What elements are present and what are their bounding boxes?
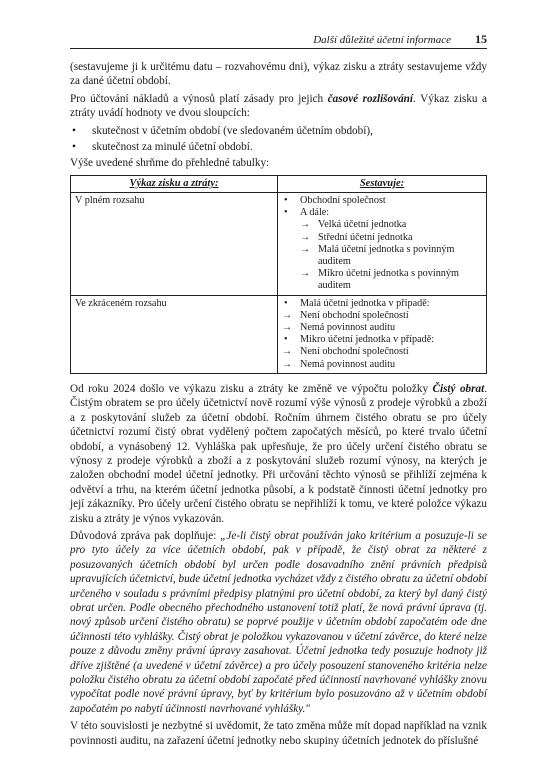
list-item: → Není obchodní společností (282, 346, 482, 358)
list-item: → Nemá povinnost auditu (282, 359, 482, 371)
table-row (71, 193, 487, 296)
page-body (70, 60, 487, 751)
paragraph-net-turnover: Od roku 2024 došlo ve výkazu zisku a ztráty ke změně ve výpočtu položky Čistý obrat. Čistým obratem se pro účely účetnictví nově rozumí výše výnosů z prodeje výrobků a zboží a z poskytování služeb za účetní období. Ročním úhrnem čistého obratu se pro účely účetnictví rozumí čistý obrat vydělený počtem započatých měsíců, po které trvalo účetní období, a vynásobený 12. Vyhláška pak upřesňuje, že pro účely určení čistého obratu se výnosy z prodeje výrobků a zboží a z poskytování služeb rozumí výnosy, na kterých je založen obchodní model účetní jednotky. Při určování těchto výnosů se přihlíží zejména k odvětví a trhu, na kterém účetní jednotka působí, a k podstatě činnosti účetní jednotky pro její zákazníky. Pro účely určení čistého obratu se nepřihlíží k tomu, ve které položce výkazu zisku a ztráty je výnos vykazován. (70, 382, 487, 525)
list-item: • skutečnost v účetním období (ve sledovaném účetním období), (70, 124, 487, 138)
page-number: 15 (475, 32, 487, 46)
list-item: • A dále: (282, 207, 482, 219)
list-item: → Není obchodní společností (282, 310, 482, 322)
columns-list (70, 124, 487, 155)
table-row (71, 295, 487, 373)
list-item: • Mikro účetní jednotka v případě: (282, 334, 482, 346)
list-item: → Mikro účetní jednotka s povinným auditem (282, 268, 482, 292)
list-item: → Malá účetní jednotka s povinným auditem (282, 244, 482, 268)
summary-table (70, 175, 487, 374)
table-header-prepares: Sestavuje: (278, 175, 487, 192)
paragraph-time-accrual: Pro účtování nákladů a výnosů platí zásady pro jejich časové rozlišování. Výkaz zisku a ztráty uvádí hodnoty ve dvou sloupcích: (70, 92, 488, 120)
table-header-statement: Výkaz zisku a ztráty: (71, 175, 278, 192)
list-item: → Nemá povinnost auditu (282, 322, 482, 334)
list-item: • Malá účetní jednotka v případě: (282, 298, 482, 310)
paragraph-context: V této souvislosti je nezbytné si uvědomit, že tato změna může mít dopad například na vznik povinnosti auditu, na zařazení účetní jednotky nebo skupiny účetních jednotek do příslušné (70, 720, 487, 747)
quotation: „Je-li čistý obrat používán jako kritérium a posuzuje-li se pro tyto účely za více účetních období, pak v případě, že čistý obrat za některé z posuzovaných účetních období byl určen podle dosavadního znění právních předpisů upravujících účetnictví, bude účetní jednotka vycházet vždy z čistého obratu za účetní období určeného v souladu s právními předpisy platnými pro účetní období, za který byl daný čistý obrat určen. Podle obecného přechodného ustanovení totiž platí, že nová právní úprava (tj. nový způsob určení čistého obratu) se poprvé použije v účetním období započatém ode dne účinnosti této vyhlášky. Čistý obrat je položkou vykazovanou v účetní závěrce, do které nelze pouze z důvodu změny právní úpravy zasahovat. Účetní jednotka tedy posuzuje hodnoty již dříve zjištěné (a uvedené v účetní závěrce) a pro účely posouzení stanoveného kritéria nelze položku čistého obratu za účetní období započaté před účinností navrhované vyhlášky znovu vypočítat podle nové právní úpravy, byť by kritérium bylo posuzováno až v účetním období započatém po nabytí účinnosti navrhované vyhlášky." (70, 529, 487, 715)
table-cell-entities (278, 295, 487, 373)
table-header-row (71, 175, 487, 192)
paragraph-explanatory-report: Důvodová zpráva pak doplňuje: „Je-li čistý obrat používán jako kritérium a posuzuje-li se pro tyto účely za více účetních období, pak v případě, že čistý obrat za některé z posuzovaných účetních období byl určen podle dosavadního znění právních předpisů upravujících účetnictví, bude účetní jednotka vycházet vždy z čistého obratu za účetní období určeného v souladu s právními předpisy platnými pro účetní období, za který byl daný čistý obrat určen. Podle obecného přechodného ustanovení totiž platí, že nová právní úprava (tj. nový způsob určení čistého obratu) se poprvé použije v účetním období započatém ode dne účinnosti této vyhlášky. Čistý obrat je položkou vykazovanou v účetní závěrce, do které nelze pouze z důvodu změny právní úpravy zasahovat. Účetní jednotka tedy posuzuje hodnoty již dříve zjištěné (a uvedené v účetní závěrce) a pro účely posouzení stanoveného kritéria nelze položku čistého obratu za účetní období započaté před účinností navrhované vyhlášky znovu vypočítat podle nové právní úpravy, byť by kritérium bylo posuzováno až v účetním období započatém po nabytí účinnosti navrhované vyhlášky." (70, 529, 487, 715)
paragraph-summary-lead: Výše uvedené shrňme do přehledné tabulky: (70, 157, 270, 170)
list-item: → Velká účetní jednotka (282, 219, 482, 231)
list-item: • Obchodní společnost (282, 195, 482, 207)
table-cell-entities (278, 193, 487, 296)
header-section-title: Další důležité účetní informace (313, 34, 451, 46)
emphasis-time-accrual: časové rozlišování (327, 92, 414, 105)
list-item: • skutečnost za minulé účetní období. (70, 140, 487, 154)
table-cell-scope: Ve zkráceném rozsahu (71, 295, 278, 373)
table-cell-scope: V plném rozsahu (71, 193, 278, 296)
list-item: → Střední účetní jednotka (282, 232, 482, 244)
running-header (70, 28, 487, 49)
paragraph-intro: (sestavujeme ji k určitému datu – rozvahovému dni), výkaz zisku a ztráty sestavujeme vždy za dané účetní období. (70, 61, 487, 88)
emphasis-net-turnover: Čistý obrat (432, 382, 485, 395)
